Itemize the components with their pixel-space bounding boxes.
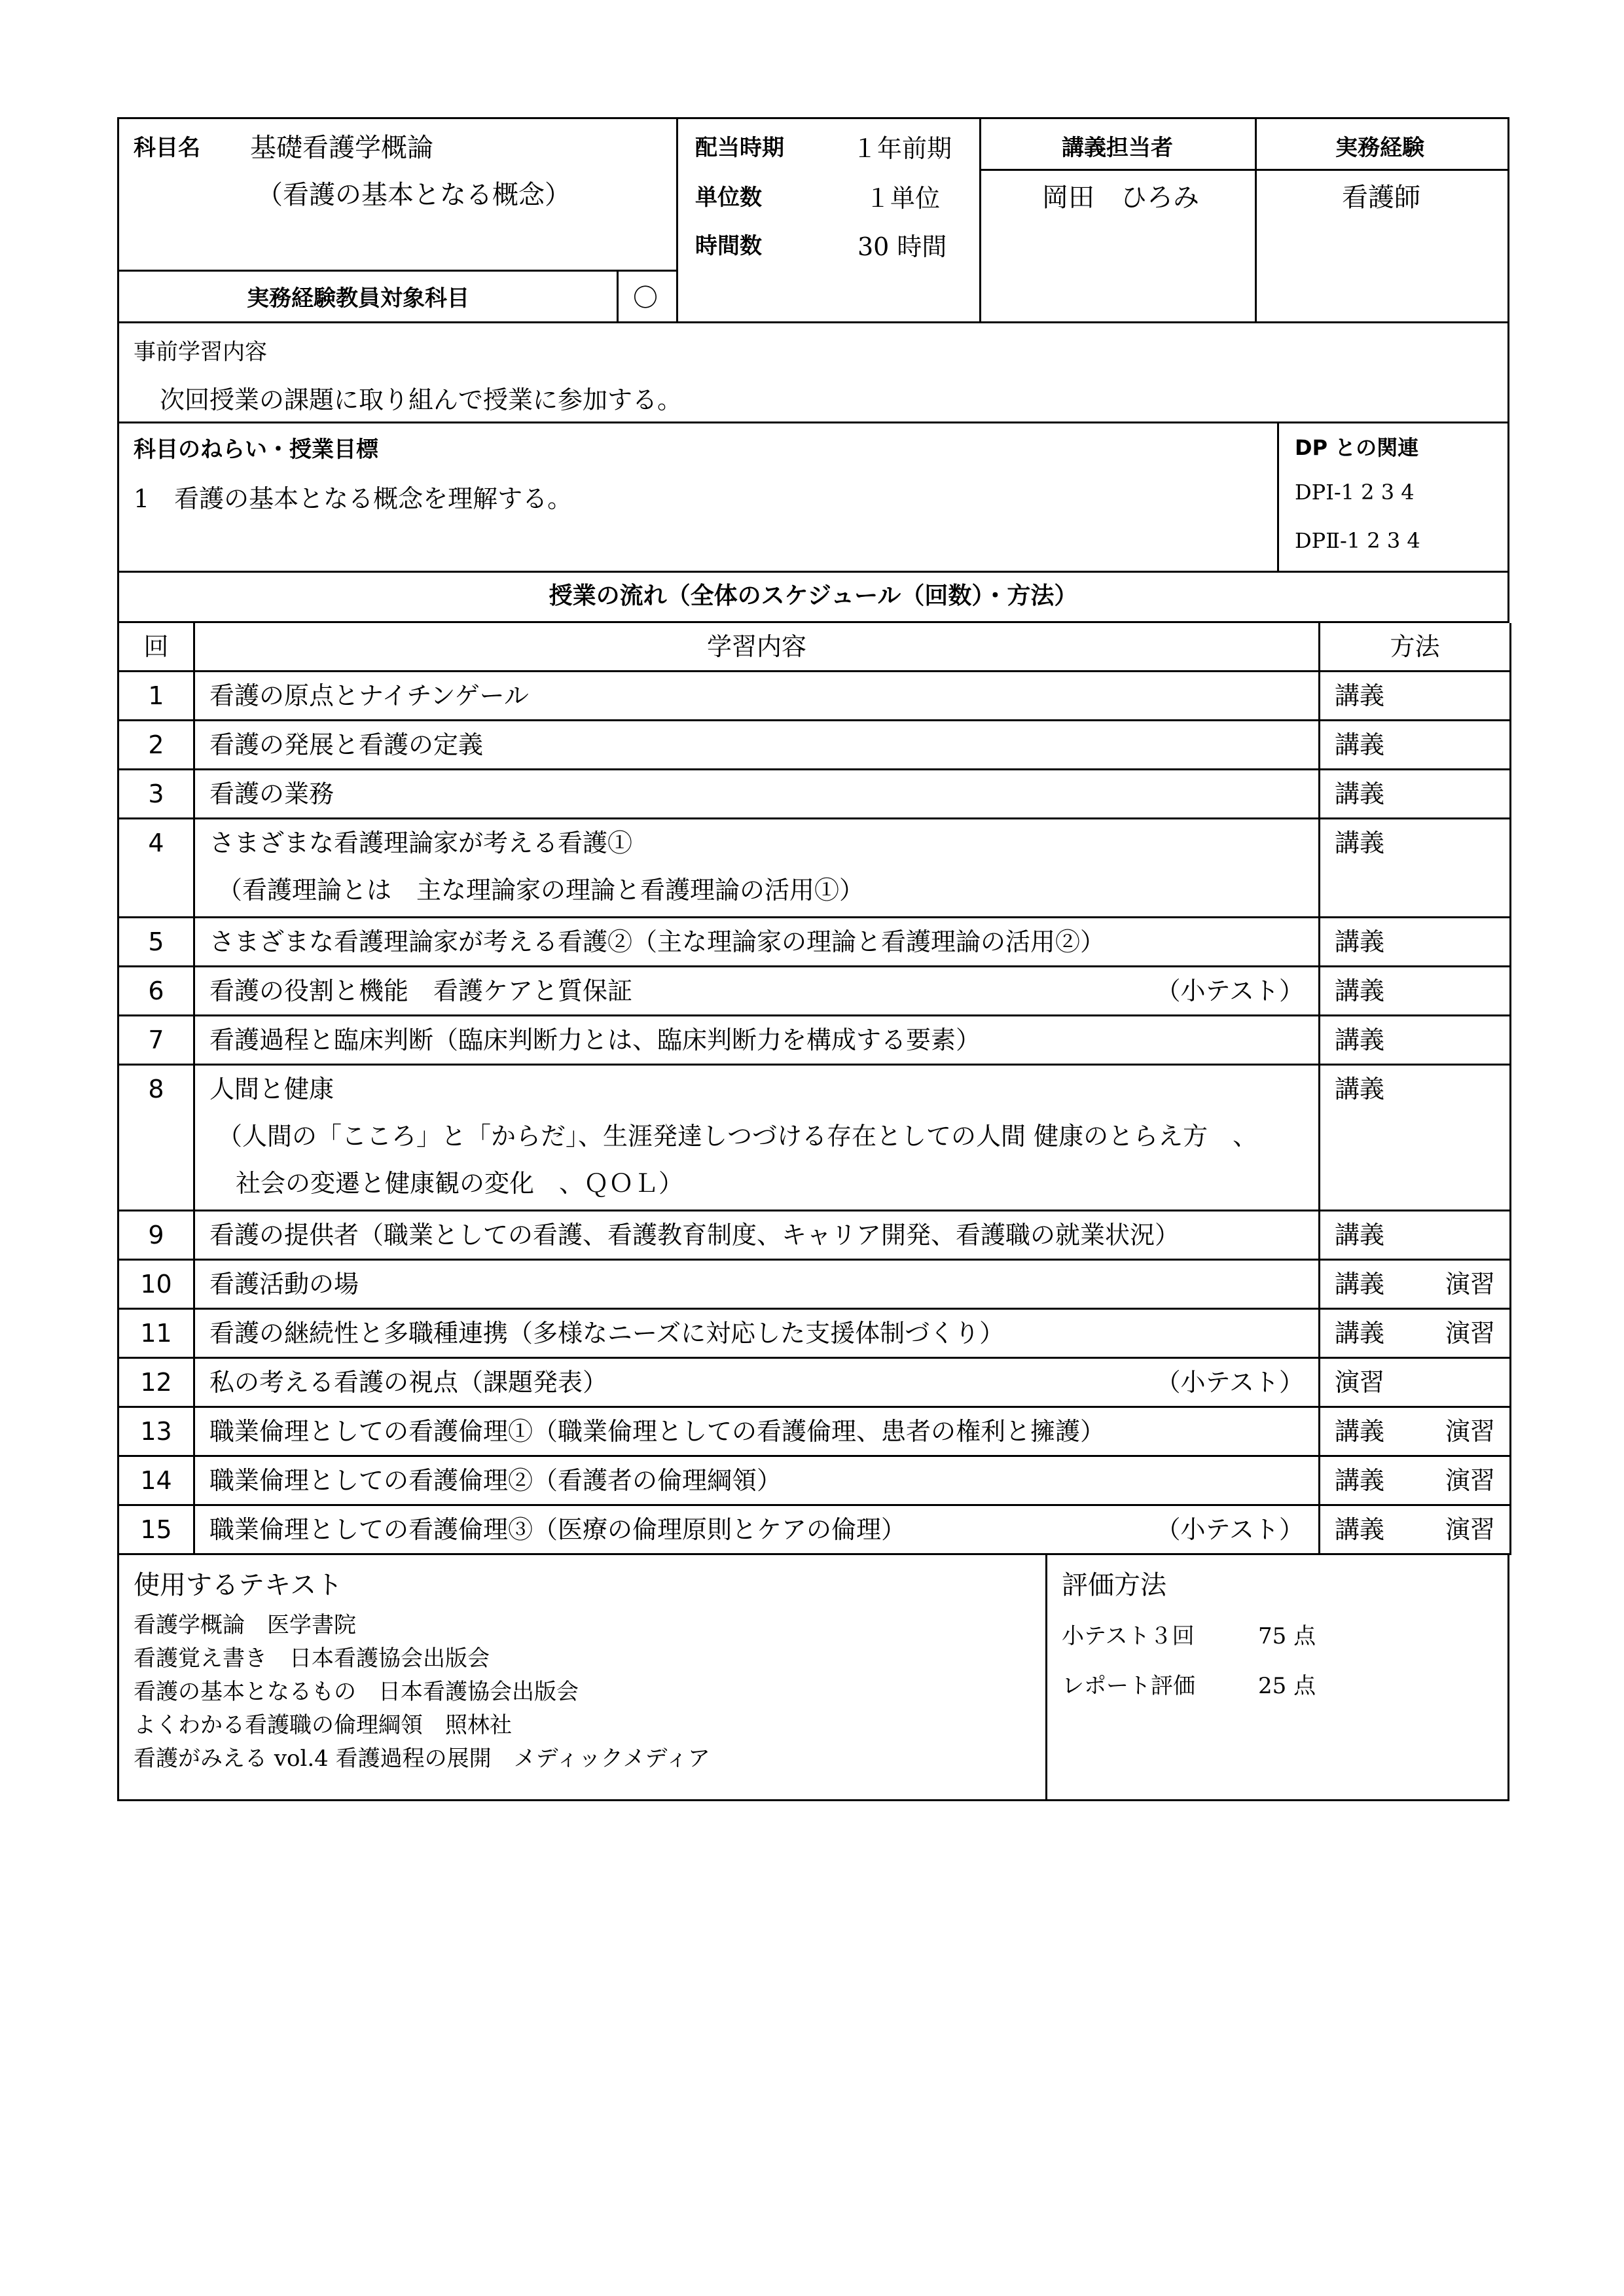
session-content	[194, 1407, 1320, 1456]
method-list	[1335, 1506, 1495, 1553]
syllabus-sheet	[117, 117, 1509, 1801]
session-method	[1320, 672, 1511, 721]
schedule-row	[118, 1407, 1511, 1456]
content-line: 看護の提供者（職業としての看護、看護教育制度、キャリア開発、看護職の就業状況）	[209, 1221, 1180, 1249]
period-value: １年前期	[852, 134, 952, 163]
content-line: 看護活動の場	[209, 1270, 359, 1299]
dp-label: DP との関連	[1295, 435, 1419, 460]
session-number: 15	[118, 1505, 194, 1554]
session-number: 7	[118, 1016, 194, 1065]
units-label: 単位数	[695, 185, 762, 211]
method-list	[1335, 1408, 1495, 1455]
method-label: 演習	[1445, 1417, 1495, 1446]
session-content	[194, 918, 1320, 967]
method-label: 講義	[1335, 829, 1385, 857]
content-line: さまざまな看護理論家が考える看護②（主な理論家の理論と看護理論の活用②）	[209, 927, 1106, 956]
schedule-row	[118, 1211, 1511, 1260]
method-label: 講義	[1335, 977, 1385, 1005]
session-method	[1320, 770, 1511, 819]
method-label: 演習	[1445, 1466, 1495, 1495]
schedule-title: 授業の流れ（全体のスケジュール（回数）・方法）	[549, 583, 1078, 609]
session-content	[194, 1065, 1320, 1211]
lecturer-label: 講義担当者	[1062, 135, 1173, 161]
content-line: 看護の役割と機能 看護ケアと質保証	[209, 977, 633, 1005]
method-list	[1335, 1359, 1495, 1406]
session-content	[194, 1309, 1320, 1358]
content-line: 職業倫理としての看護倫理①（職業倫理としての看護倫理、患者の権利と擁護）	[209, 1417, 1106, 1446]
schedule-row	[118, 672, 1511, 721]
method-list	[1335, 1310, 1495, 1357]
session-content	[194, 672, 1320, 721]
schedule-row	[118, 1358, 1511, 1407]
content-line: 職業倫理としての看護倫理②（看護者の倫理綱領）	[209, 1466, 782, 1495]
method-label: 講義	[1335, 1270, 1385, 1299]
header-block	[117, 117, 1509, 321]
method-list	[1335, 1066, 1495, 1113]
session-method	[1320, 819, 1511, 918]
schedule-row	[118, 1065, 1511, 1211]
method-list	[1335, 1261, 1495, 1308]
experience-value: 看護師	[1342, 183, 1420, 213]
schedule-row	[118, 1260, 1511, 1309]
dp-line-2: DPⅡ-1 2 3 4	[1295, 528, 1420, 553]
content-line: 看護の継続性と多職種連携（多様なニーズに対応した支援体制づくり）	[209, 1319, 1005, 1348]
session-content	[194, 770, 1320, 819]
evaluation-item-name: レポート評価	[1062, 1673, 1195, 1699]
subject-name: 基礎看護学概論	[250, 133, 433, 163]
prep-text: 次回授業の課題に取り組んで授業に参加する。	[160, 386, 683, 414]
session-number: 10	[118, 1260, 194, 1309]
dp-line-1: DPⅠ-1 2 3 4	[1295, 480, 1415, 505]
session-content	[194, 1260, 1320, 1309]
evaluation-item-points: 75 点	[1258, 1623, 1316, 1649]
subject-label: 科目名	[134, 135, 200, 161]
session-number: 13	[118, 1407, 194, 1456]
quiz-note: （小テスト）	[1155, 977, 1304, 1005]
schedule-title-bar	[117, 573, 1509, 623]
session-method	[1320, 1211, 1511, 1260]
subject-subtitle: （看護の基本となる概念）	[257, 180, 571, 210]
content-line: （人間の「こころ」と「からだ」、生涯発達しつづける存在としての人間 健康のとらえ方 、	[217, 1122, 1258, 1151]
method-label: 講義	[1335, 1417, 1385, 1446]
schedule-table	[117, 623, 1511, 1555]
method-list	[1335, 918, 1495, 965]
content-line: 人間と健康	[209, 1075, 334, 1103]
session-number: 11	[118, 1309, 194, 1358]
session-content	[194, 1456, 1320, 1505]
method-list	[1335, 1457, 1495, 1504]
quiz-note: （小テスト）	[1155, 1368, 1304, 1397]
text-item: 看護学概論 医学書院	[134, 1612, 356, 1638]
texts-list	[134, 1609, 710, 1776]
content-line: 社会の変遷と健康観の変化 、ＱＯＬ）	[236, 1169, 684, 1198]
method-list	[1335, 967, 1495, 1014]
session-content	[194, 1016, 1320, 1065]
col-header-content: 学習内容	[194, 623, 1320, 672]
content-line: 私の考える看護の視点（課題発表）	[209, 1368, 608, 1397]
method-list	[1335, 770, 1495, 817]
method-label: 講義	[1335, 927, 1385, 956]
schedule-row	[118, 1309, 1511, 1358]
prep-label: 事前学習内容	[134, 339, 267, 365]
content-line: （看護理論とは 主な理論家の理論と看護理論の活用①）	[217, 876, 865, 905]
target-label: 実務経験教員対象科目	[247, 285, 469, 312]
content-line: 看護の原点とナイチンゲール	[209, 681, 529, 710]
session-number: 6	[118, 967, 194, 1016]
method-label: 講義	[1335, 1319, 1385, 1348]
schedule-body	[118, 672, 1511, 1554]
text-item: 看護の基本となるもの 日本看護協会出版会	[134, 1679, 579, 1705]
texts-label: 使用するテキスト	[134, 1570, 343, 1600]
content-line: 看護の発展と看護の定義	[209, 730, 484, 759]
schedule-row	[118, 770, 1511, 819]
evaluation-item-name: 小テスト３回	[1062, 1623, 1195, 1649]
text-item: よくわかる看護職の倫理綱領 照林社	[134, 1712, 512, 1738]
target-mark: 〇	[633, 283, 659, 312]
session-number: 12	[118, 1358, 194, 1407]
schedule-row	[118, 721, 1511, 770]
session-method	[1320, 1065, 1511, 1211]
content-line: 看護の業務	[209, 780, 334, 808]
method-label: 演習	[1445, 1270, 1495, 1299]
method-list	[1335, 1016, 1495, 1064]
method-list	[1335, 721, 1495, 768]
schedule-row	[118, 1016, 1511, 1065]
schedule-row	[118, 918, 1511, 967]
method-label: 演習	[1335, 1368, 1385, 1397]
method-label: 講義	[1335, 1075, 1385, 1103]
session-number: 1	[118, 672, 194, 721]
text-item: 看護がみえる vol.4 看護過程の展開 メディックメディア	[134, 1746, 710, 1772]
session-method	[1320, 1016, 1511, 1065]
session-number: 5	[118, 918, 194, 967]
units-value: １単位	[865, 184, 941, 213]
content-line: 看護過程と臨床判断（臨床判断力とは、臨床判断力を構成する要素）	[209, 1026, 981, 1054]
session-number: 9	[118, 1211, 194, 1260]
session-number: 2	[118, 721, 194, 770]
session-method	[1320, 721, 1511, 770]
evaluation-label: 評価方法	[1062, 1570, 1166, 1600]
method-label: 講義	[1335, 1466, 1385, 1495]
session-content	[194, 1505, 1320, 1554]
method-label: 演習	[1445, 1319, 1495, 1348]
session-method	[1320, 1456, 1511, 1505]
method-label: 講義	[1335, 1221, 1385, 1249]
session-content	[194, 819, 1320, 918]
aims-section	[117, 423, 1509, 573]
aims-text: 1 看護の基本となる概念を理解する。	[134, 484, 573, 513]
method-list	[1335, 672, 1495, 719]
session-number: 14	[118, 1456, 194, 1505]
session-content	[194, 967, 1320, 1016]
lecturer-name: 岡田 ひろみ	[1042, 183, 1199, 213]
schedule-row	[118, 819, 1511, 918]
session-method	[1320, 967, 1511, 1016]
method-label: 講義	[1335, 1515, 1385, 1544]
content-line: さまざまな看護理論家が考える看護①	[209, 829, 633, 857]
method-label: 講義	[1335, 1026, 1385, 1054]
session-method	[1320, 1407, 1511, 1456]
hours-label: 時間数	[695, 233, 762, 259]
aims-label: 科目のねらい・授業目標	[134, 437, 378, 463]
text-item: 看護覚え書き 日本看護協会出版会	[134, 1645, 490, 1672]
col-header-no: 回	[118, 623, 194, 672]
footer-section	[117, 1555, 1509, 1801]
evaluation-item-points: 25 点	[1258, 1673, 1316, 1699]
period-label: 配当時期	[695, 135, 784, 161]
session-content	[194, 721, 1320, 770]
hours-value: 30 時間	[857, 232, 947, 261]
col-header-method: 方法	[1320, 623, 1511, 672]
session-content	[194, 1358, 1320, 1407]
session-number: 3	[118, 770, 194, 819]
method-label: 講義	[1335, 730, 1385, 759]
session-content	[194, 1211, 1320, 1260]
session-method	[1320, 1358, 1511, 1407]
method-list	[1335, 819, 1495, 867]
session-number: 8	[118, 1065, 194, 1211]
session-method	[1320, 1505, 1511, 1554]
schedule-row	[118, 967, 1511, 1016]
method-label: 講義	[1335, 681, 1385, 710]
quiz-note: （小テスト）	[1155, 1515, 1304, 1544]
method-list	[1335, 1211, 1495, 1259]
experience-label: 実務経験	[1335, 135, 1424, 161]
prep-section	[117, 321, 1509, 423]
method-label: 講義	[1335, 780, 1385, 808]
schedule-row	[118, 1456, 1511, 1505]
content-line: 職業倫理としての看護倫理③（医療の倫理原則とケアの倫理）	[209, 1515, 907, 1544]
session-method	[1320, 1309, 1511, 1358]
schedule-header-row	[118, 623, 1511, 672]
session-number: 4	[118, 819, 194, 918]
session-method	[1320, 1260, 1511, 1309]
method-label: 演習	[1445, 1515, 1495, 1544]
schedule-row	[118, 1505, 1511, 1554]
session-method	[1320, 918, 1511, 967]
